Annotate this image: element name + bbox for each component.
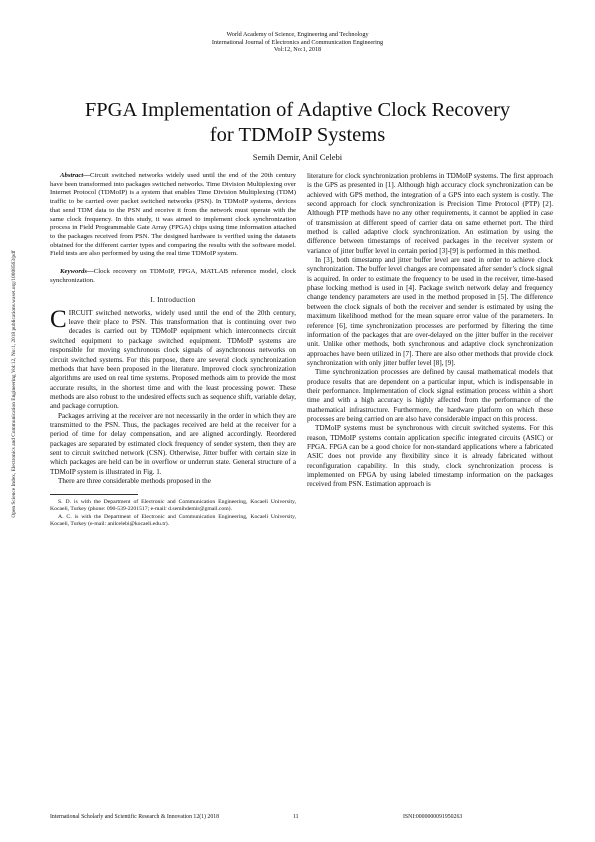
intro-paragraph-3: There are three considerable methods proposed in the: [58, 476, 211, 485]
left-column: [50, 172, 296, 528]
header-line-3: Vol:12, No:1, 2018: [273, 46, 322, 54]
keywords-text: Clock recovery on TDMoIP, FPGA, MATLAB reference model, clock synchronization.: [50, 268, 296, 284]
intro-paragraph-1-text: IRCUIT switched networks, widely used until the end of the 20th century, leave their place to PSN. This transformation that is continuing over two decades is carried out by TDMoIP equipment which interconnects circuit switched equipment to package switched equipment. TDMoIP systems are responsible for moving synchronous clock signals of asynchronous networks on circuit switched systems. For this purpose, there are several clock synchronization methods that have been proposed in the literature. Improved clock synchronization algorithms are used on real time systems. Proposed methods aim to provide the most accurate results, in the shortest time and with the least processing power. These methods are also robust to the undesired effects such as sequence shift, variable delay, and package corruption.: [50, 308, 296, 411]
paper-title: [0, 98, 595, 148]
keywords: [50, 268, 296, 285]
intro-paragraph-2: Packages arriving at the receiver are not necessarily in the order in which they are transmitted to the PSN. Thus, the packages received are held at the receiver for a period of time for delay compensation, and are aligned accordingly. Reordered packages are separated by estimated clock frequency of sender system, then they are sent to circuit switched network (CSN). Otherwise, Jitter buffer with certain size in which packages are held can be in overflow or underrun state. General structure of a TDMoIP system is illustrated in Fig. 1.: [50, 411, 296, 476]
footnote-1: S. D. is with the Department of Electronic and Communication Engineering, Kocaeli University, Kocaeli, Turkey (phone: 090-539-2201517; e-mail: d.semihdemir@gmail.com).: [50, 499, 296, 513]
abstract: [50, 172, 296, 259]
journal-header: [0, 31, 595, 54]
right-paragraph-3: Time synchronization processes are defined by causal mathematical models that produce results that are dependent on a particular input, which is indispensable in their performance. Implementation of clock signal estimation process within a short time and with a high accuracy is highly affected from the performance of the mathematical infrastructure. Furthermore, the hardware platform on which these processes are being carried on are also have considerable impact on this process.: [307, 368, 553, 423]
keywords-label: Keywords—: [60, 268, 94, 276]
authors: Semih Demir, Anil Celebi: [252, 152, 343, 162]
section-heading-introduction: I. Introduction: [150, 295, 196, 305]
page-number: 11: [293, 814, 299, 820]
abstract-text: Circuit switched networks widely used until the end of the 20th century have been transformed into packages switched networks. Time Division Multiplexing over Internet Protocol (TDMoIP) is a system that enables Time Division Multiplexing (TDM) traffic to be carried over packet switched networks (PSN). In TDMoIP systems, devices that send TDM data to the PSN and receive it from the network must operate with the same clock frequency. In this study, it was aimed to implement clock synchronization process in Field Programmable Gate Array (FPGA) chips using time information attached to the packages received from PSN. The designed hardware is verified using the datasets obtained for the different carrier types and comparing the results with the software model. Field tests are also performed by using the real time TDMoIP system.: [50, 172, 296, 258]
right-paragraph-4: TDMoIP systems must be synchronous with circuit switched systems. For this reason, TDMoIP systems contain application specific integrated circuits (ASIC) or FPGA. FPGA can be a good choice for non-standard applications where a fabricated ASIC does not provide any flexibility since it is already fabricated without reconfiguration capability. In this study, clock synchronization process is implemented on FPGA by using labeled timestamp information on the packages received from PSN. Estimation approach is: [307, 424, 553, 489]
footer-isni: ISNI:0000000091950263: [403, 814, 463, 820]
footnote-divider: [50, 494, 138, 495]
footnote-2: A. C. is with the Department of Electronic and Communication Engineering, Kocaeli University, Kocaeli, Turkey (e-mail: anilcelebi@kocaeli.edu.tr).: [50, 513, 296, 527]
intro-paragraph-1: [50, 305, 296, 412]
header-line-1: World Academy of Science, Engineering and Technology: [226, 31, 369, 38]
right-paragraph-1: literature for clock synchronization problems in TDMoIP systems. The first approach is the GPS as presented in [1]. Although high accuracy clock synchronization can be achieved with GPS method, the integration of a GPS into each system is costly. The second approach for clock synchronization is Precision Time Protocol (PTP) [2]. Although PTP methods have no any other requirements, it cannot be applied in case of transmission at different speed of carrier data on same ethernet port. The third method is called adaptive clock synchronization. An estimation by using the difference between timestamps of received packages in the receiver system or variance of jitter buffer level in certain period [3]-[9] is performed in this method.: [307, 172, 553, 255]
right-paragraph-2: In [3], both timestamp and jitter buffer level are used in order to achieve clock synchronization. The buffer level changes are compensated after sender’s clock signal is acquired. In order to estimate the frequency to be used in the receiver, time-based phase locking method is used in [4]. Package switch network delay and frequency change tendency parameters are used in the method proposed in [5]. The difference between the clock signals of both the receiver and sender is estimated by using the maximum likelihood method for the mean square error value of the parameters. In reference [6], time synchronization processes are performed by filtering the time information of the packages that are over-delayed on the jitter buffer in the receiver unit. Unlike other methods, both synchronous and adaptive clock synchronization approaches have been utilized in [7]. There are also other methods that provide clock synchronization with only jitter buffer level [8], [9].: [307, 256, 553, 367]
footer-publication: International Scholarly and Scientific Research & Innovation 12(1) 2018: [50, 814, 220, 820]
title-line-1: FPGA Implementation of Adaptive Clock Recovery: [84, 99, 511, 121]
right-column: [307, 172, 553, 490]
title-line-2: for TDMoIP Systems: [209, 124, 386, 146]
side-margin-text: Open Science Index, Electronics and Communication Engineering Vol:12, No:1, 2018 publications.waset.org/10008563/pdf: [11, 250, 17, 518]
abstract-label: Abstract—: [60, 172, 91, 179]
header-line-2: International Journal of Electronics and Communication Engineering: [211, 38, 384, 46]
drop-cap: C: [50, 305, 67, 333]
